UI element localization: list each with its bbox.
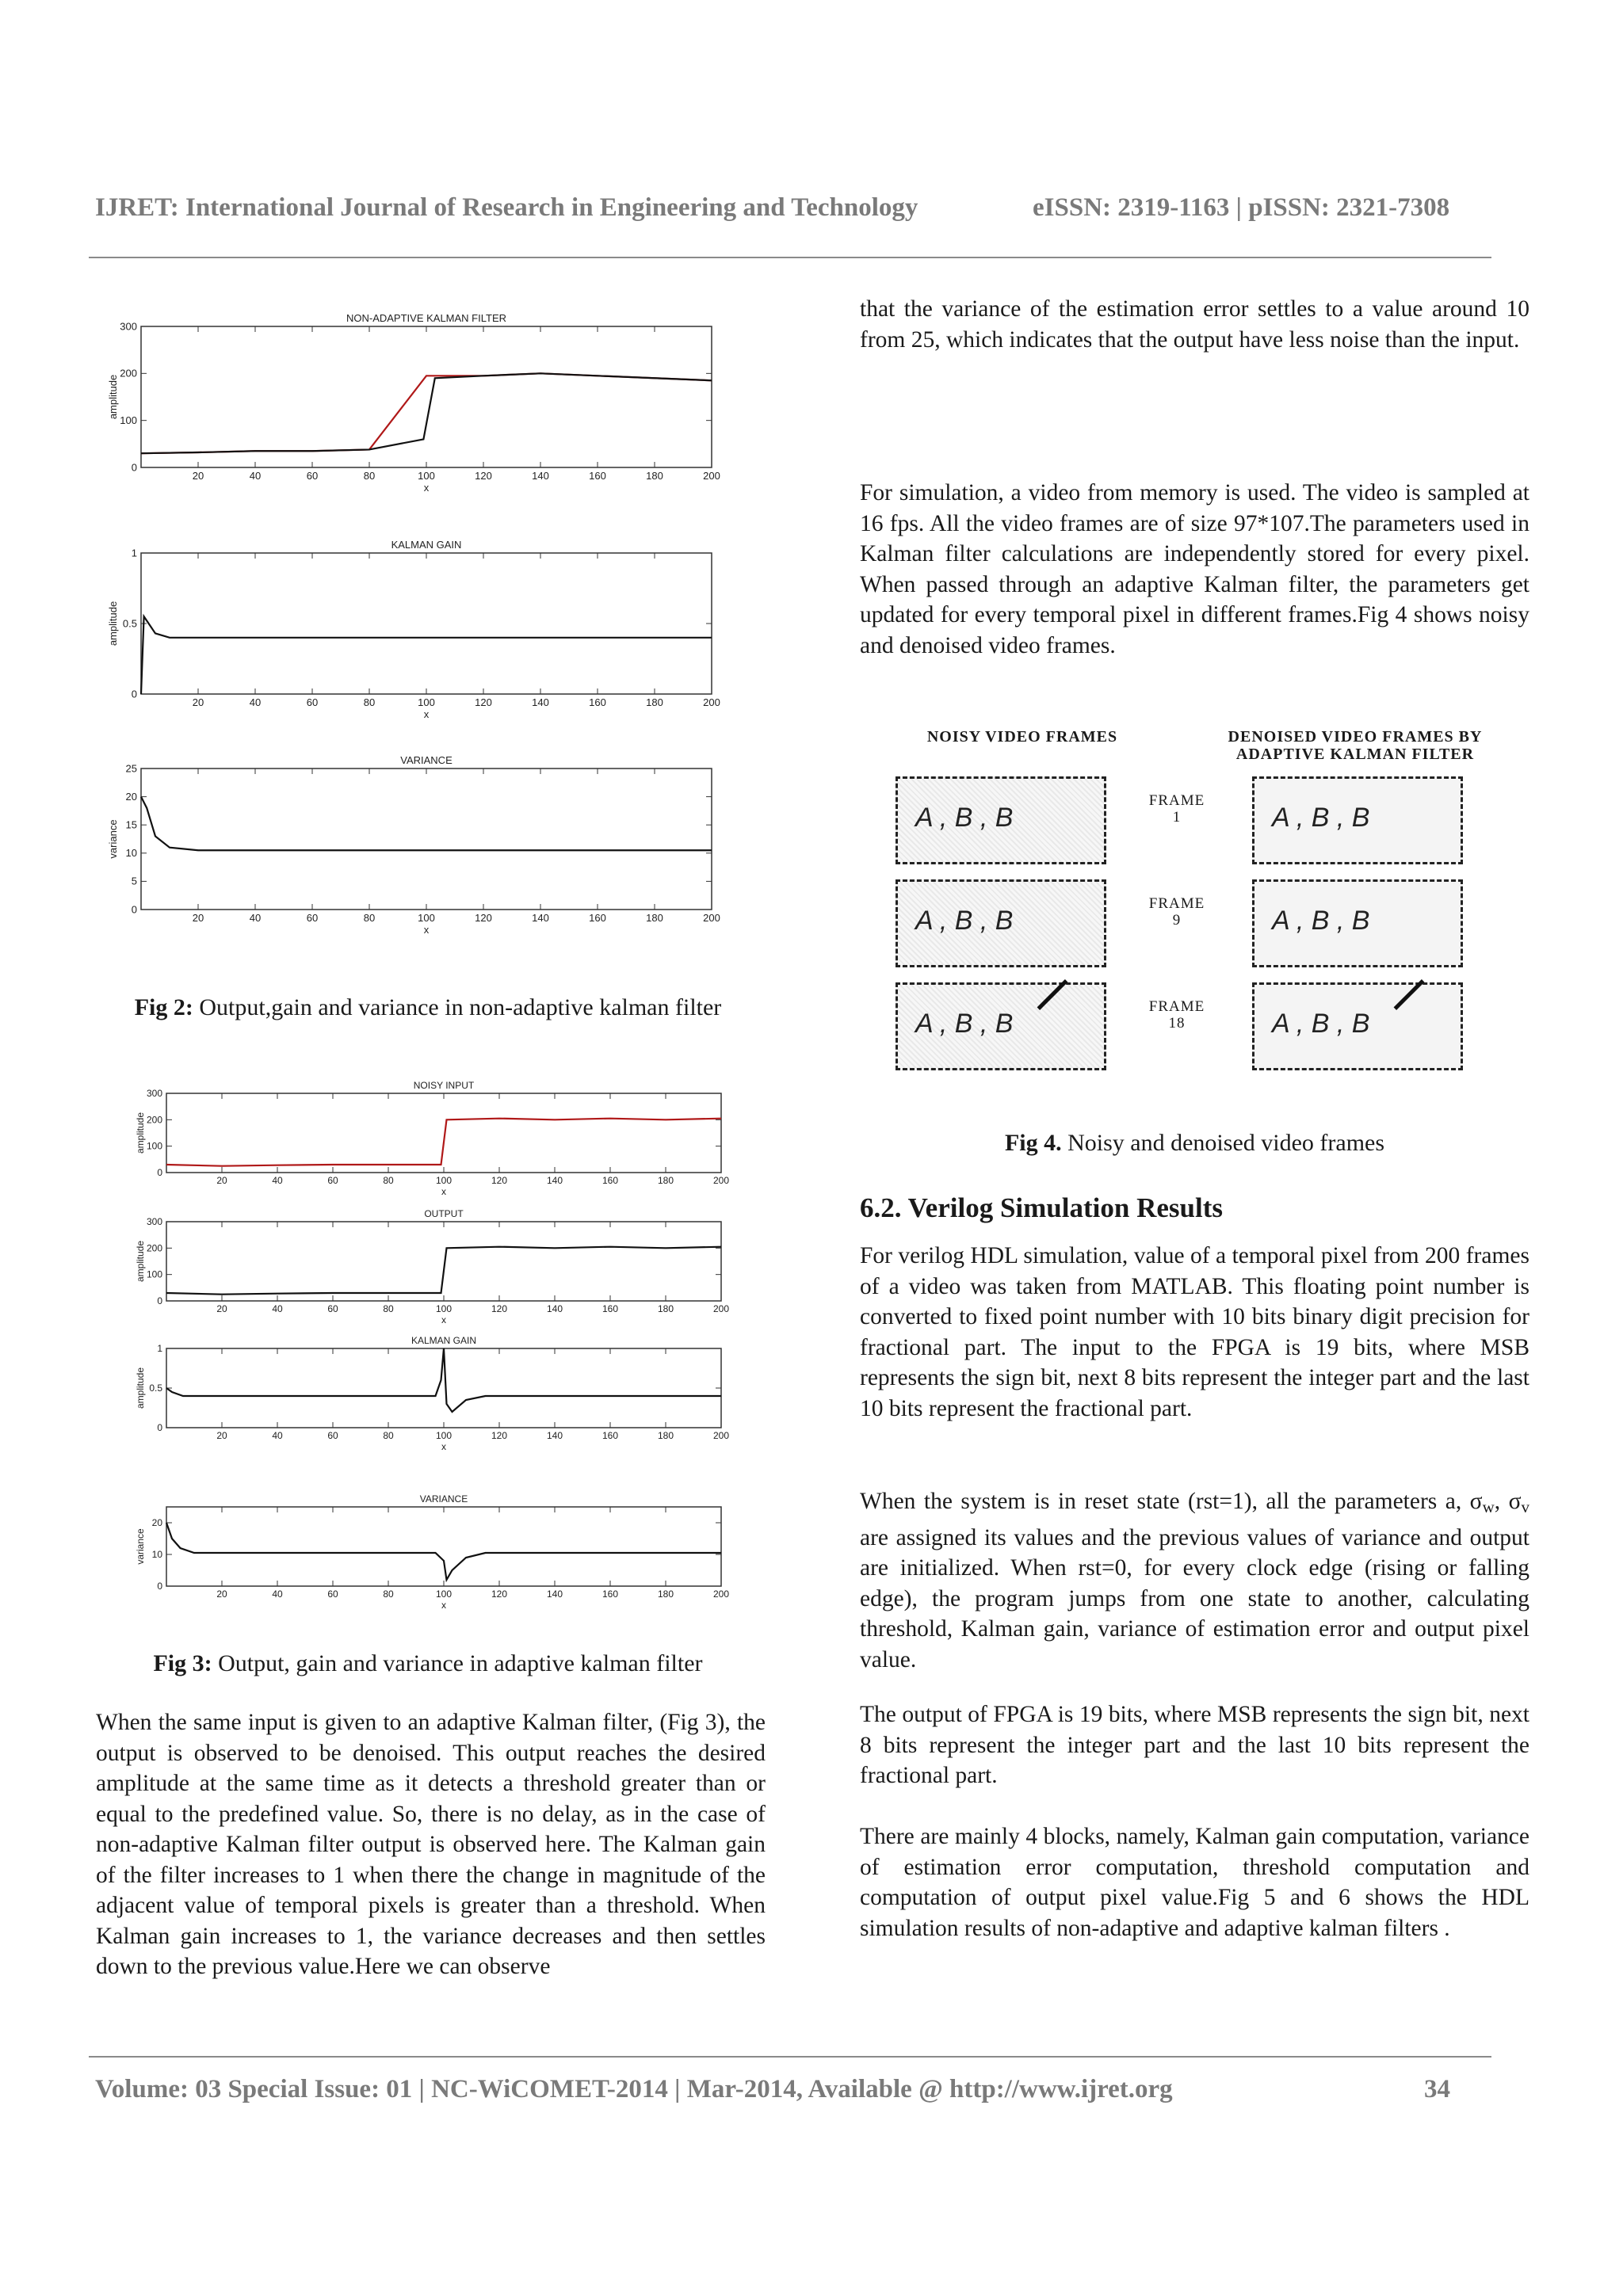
x-tick-label: 120 [491, 1589, 508, 1600]
frame-noisy-2 [896, 879, 1106, 967]
x-tick-label: 40 [249, 696, 262, 708]
frame-noisy-1 [896, 776, 1106, 864]
plot-frame [141, 553, 712, 694]
x-tick-label: 120 [491, 1430, 508, 1441]
fig4-caption-text: Noisy and denoised video frames [1061, 1130, 1385, 1156]
y-tick-label: 0 [157, 1581, 162, 1592]
x-axis-label: x [423, 708, 430, 720]
frame-letters: A , B , B [1272, 906, 1370, 936]
frame-label-word: FRAME [1148, 998, 1205, 1015]
plot-frame [166, 1222, 721, 1301]
chart-title: KALMAN GAIN [411, 1335, 477, 1346]
x-tick-label: 40 [249, 470, 262, 482]
x-tick-label: 140 [546, 1589, 563, 1600]
frame-denoised-2 [1252, 879, 1463, 967]
plot-frame [141, 326, 712, 467]
y-tick-label: 0 [157, 1295, 162, 1306]
fig2-caption-label: Fig 2: [134, 994, 193, 1020]
x-tick-label: 100 [435, 1430, 453, 1441]
y-tick-label: 25 [125, 762, 137, 775]
paragraph-fpga-output: The output of FPGA is 19 bits, where MSB represents the sign bit, next 8 bits represent the integer part and the last 10 bits represent the fractional part. [860, 1702, 1529, 1788]
x-tick-label: 160 [601, 1303, 619, 1314]
x-tick-label: 80 [363, 470, 376, 482]
paragraph-simulation: For simulation, a video from memory is used. The video is sampled at 16 fps. All the video frames are of size 97*107.The parameters used in Kalman filter calculations are independently stored for every pixel. When passed through an adaptive Kalman filter, the parameters get updated for every temporal pixel in different frames.Fig 4 shows noisy and denoised video frames. [860, 480, 1529, 658]
paragraph-blocks: There are mainly 4 blocks, namely, Kalman gain computation, variance of estimation error computation, threshold computation and computation of output pixel value.Fig 5 and 6 shows the HDL simulation results of non-adaptive and adaptive kalman filters . [860, 1824, 1529, 1941]
x-tick-label: 60 [327, 1303, 338, 1314]
x-tick-label: 40 [272, 1589, 283, 1600]
y-tick-label: 200 [146, 1114, 162, 1126]
x-tick-label: 40 [272, 1303, 283, 1314]
chart-title: KALMAN GAIN [391, 539, 462, 551]
series-line-gain [141, 616, 712, 694]
pen-stroke [1037, 979, 1068, 1010]
sigma-v-subscript: v [1521, 1497, 1529, 1516]
issn: eISSN: 2319-1163 | pISSN: 2321-7308 [1033, 193, 1450, 222]
fig2-caption-text: Output,gain and variance in non-adaptive kalman filter [193, 994, 722, 1020]
journal-title: IJRET: International Journal of Research in Engineering and Technology [95, 193, 918, 222]
y-tick-label: 200 [146, 1242, 162, 1254]
x-axis-label: x [423, 924, 430, 936]
right-paragraph-3 [860, 1241, 1529, 1424]
paragraph-variance: that the variance of the estimation error settles to a value around 10 from 25, which indicates that the output have less noise than the input. [860, 296, 1529, 353]
frame-label-word: FRAME [1148, 792, 1205, 809]
x-tick-label: 120 [491, 1303, 508, 1314]
x-tick-label: 100 [435, 1175, 453, 1186]
x-tick-label: 160 [601, 1430, 619, 1441]
y-tick-label: 0 [131, 461, 137, 474]
fig4-right-title: DENOISED VIDEO FRAMES BY ADAPTIVE KALMAN FILTER [1228, 728, 1483, 763]
y-axis-label: amplitude [135, 1367, 147, 1409]
x-tick-label: 20 [216, 1589, 227, 1600]
x-tick-label: 140 [546, 1303, 563, 1314]
x-tick-label: 60 [306, 912, 319, 924]
x-tick-label: 120 [475, 470, 492, 482]
frame-letters: A , B , B [915, 1009, 1014, 1039]
y-tick-label: 0 [157, 1167, 162, 1178]
x-axis-label: x [441, 1441, 446, 1452]
header-rule [89, 257, 1491, 258]
x-tick-label: 40 [272, 1430, 283, 1441]
chart-title: NON-ADAPTIVE KALMAN FILTER [346, 312, 507, 324]
chart-title: VARIANCE [419, 1493, 468, 1505]
reset-text-b: , σ [1494, 1489, 1522, 1514]
x-tick-label: 80 [383, 1175, 394, 1186]
x-tick-label: 160 [601, 1175, 619, 1186]
fig2-caption [79, 994, 777, 1021]
footer-rule [89, 2056, 1491, 2058]
x-tick-label: 140 [546, 1175, 563, 1186]
series-line-noisy-input [166, 1119, 721, 1166]
fig4-caption-label: Fig 4. [1004, 1130, 1062, 1156]
y-axis-label: variance [135, 1528, 147, 1565]
x-tick-label: 180 [646, 696, 663, 708]
series-line-variance [141, 797, 712, 851]
x-tick-label: 120 [475, 696, 492, 708]
x-tick-label: 200 [712, 1303, 730, 1314]
x-tick-label: 20 [216, 1303, 227, 1314]
x-tick-label: 140 [532, 470, 549, 482]
x-axis-label: x [441, 1314, 446, 1325]
section-heading: 6.2. Verilog Simulation Results [860, 1192, 1223, 1223]
paragraph-verilog: For verilog HDL simulation, value of a temporal pixel from 200 frames of a video was taken from MATLAB. This floating point number is converted to fixed point number with 10 bits binary digit precision for fractional part. The input to the FPGA is 19 bits, where MSB represents the sign bit, next 8 bits represent the integer part and the last 10 bits represent the fractional part. [860, 1243, 1529, 1421]
footer-text: Volume: 03 Special Issue: 01 | NC-WiCOMET-2014 | Mar-2014, Available @ http://www.ijret.org [95, 2075, 1173, 2103]
y-tick-label: 0 [131, 688, 137, 700]
frame-label-number: 1 [1172, 809, 1182, 826]
right-paragraph-5 [860, 1699, 1529, 1791]
x-tick-label: 160 [601, 1589, 619, 1600]
x-tick-label: 160 [589, 696, 606, 708]
y-tick-label: 10 [125, 847, 137, 860]
x-tick-label: 80 [363, 912, 376, 924]
frame-letters: A , B , B [915, 803, 1014, 833]
series-line-output [166, 1247, 721, 1295]
y-tick-label: 200 [120, 367, 137, 379]
frame-label [1117, 895, 1236, 929]
frame-label [1117, 998, 1236, 1032]
x-tick-label: 80 [363, 696, 376, 708]
frame-letters: A , B , B [1272, 803, 1370, 833]
x-axis-label: x [441, 1186, 446, 1197]
x-tick-label: 20 [216, 1430, 227, 1441]
left-paragraph [96, 1707, 766, 1982]
x-tick-label: 40 [272, 1175, 283, 1186]
x-tick-label: 140 [532, 912, 549, 924]
x-tick-label: 100 [418, 912, 435, 924]
fig3-charts [119, 1070, 737, 1624]
plot-frame [166, 1093, 721, 1173]
paragraph-adaptive-result: When the same input is given to an adaptive Kalman filter, (Fig 3), the output is observed to be denoised. This output reaches the desired amplitude at the same time as it detects a threshold greater than or equal to the predefined value. So, there is no delay, as in the case of non-adaptive Kalman filter output is observed here. The Kalman gain of the filter increases to 1 when there the change in magnitude of the adjacent value of temporal pixels is greater than a threshold. When Kalman gain increases to 1, the variance decreases and then settles down to the previous value.Here we can observe [96, 1710, 766, 1979]
series-line-output [141, 373, 712, 453]
frame-label-number: 9 [1172, 912, 1182, 929]
sigma-w-subscript: w [1482, 1497, 1495, 1516]
x-tick-label: 60 [327, 1430, 338, 1441]
frame-letters: A , B , B [1272, 1009, 1370, 1039]
y-tick-label: 300 [146, 1088, 162, 1099]
y-tick-label: 0.5 [122, 617, 137, 630]
fig3-caption [79, 1650, 777, 1677]
reset-text-a: When the system is in reset state (rst=1), all the parameters a, σ [860, 1489, 1483, 1514]
x-tick-label: 180 [646, 912, 663, 924]
reset-text-c: are assigned its values and the previous values of variance and output are initialized. When rst=0, for every clock edge (rising or falling edge), the program jumps from one state to another, calculating threshold, Kalman gain, variance of estimation error and output pixel value. [860, 1524, 1529, 1672]
x-tick-label: 100 [435, 1303, 453, 1314]
page-number: 34 [1424, 2075, 1450, 2103]
x-tick-label: 60 [306, 696, 319, 708]
y-tick-label: 0 [131, 903, 137, 916]
y-tick-label: 300 [146, 1216, 162, 1227]
x-tick-label: 180 [657, 1589, 674, 1600]
fig3-caption-text: Output, gain and variance in adaptive kalman filter [212, 1650, 703, 1676]
x-tick-label: 180 [657, 1430, 674, 1441]
x-tick-label: 200 [703, 470, 720, 482]
x-tick-label: 80 [383, 1589, 394, 1600]
fig3-caption-label: Fig 3: [153, 1650, 212, 1676]
y-tick-label: 15 [125, 818, 137, 831]
y-axis-label: amplitude [106, 374, 119, 420]
series-line-variance [166, 1523, 721, 1580]
x-tick-label: 140 [546, 1430, 563, 1441]
y-axis-label: amplitude [106, 601, 119, 646]
y-tick-label: 1 [157, 1343, 162, 1354]
y-tick-label: 0.5 [149, 1383, 162, 1394]
plot-frame [141, 769, 712, 910]
y-tick-label: 5 [131, 875, 137, 887]
x-tick-label: 200 [703, 696, 720, 708]
x-tick-label: 200 [712, 1589, 730, 1600]
x-tick-label: 140 [532, 696, 549, 708]
y-tick-label: 20 [151, 1517, 162, 1528]
frame-denoised-1 [1252, 776, 1463, 864]
x-tick-label: 100 [435, 1589, 453, 1600]
x-axis-label: x [441, 1600, 446, 1611]
x-tick-label: 180 [657, 1303, 674, 1314]
x-tick-label: 80 [383, 1303, 394, 1314]
chart-title: OUTPUT [424, 1208, 464, 1219]
y-tick-label: 300 [120, 320, 137, 333]
x-tick-label: 180 [646, 470, 663, 482]
x-tick-label: 20 [192, 470, 204, 482]
y-axis-label: amplitude [135, 1240, 147, 1283]
plot-frame [166, 1507, 721, 1586]
right-paragraph-4 [860, 1486, 1529, 1675]
y-tick-label: 10 [151, 1549, 162, 1560]
frame-label [1117, 792, 1236, 826]
frame-noisy-3 [896, 982, 1106, 1070]
frame-label-word: FRAME [1148, 895, 1205, 912]
x-tick-label: 160 [589, 912, 606, 924]
x-tick-label: 60 [327, 1175, 338, 1186]
x-tick-label: 200 [703, 912, 720, 924]
fig2-charts [95, 301, 761, 967]
pen-stroke [1394, 979, 1425, 1010]
y-tick-label: 1 [131, 547, 137, 559]
x-tick-label: 40 [249, 912, 262, 924]
frame-label-number: 18 [1168, 1015, 1186, 1032]
x-tick-label: 160 [589, 470, 606, 482]
x-tick-label: 20 [216, 1175, 227, 1186]
x-tick-label: 120 [475, 912, 492, 924]
x-tick-label: 60 [306, 470, 319, 482]
fig4-caption [860, 1130, 1529, 1157]
series-line-gain [166, 1348, 721, 1412]
frame-denoised-3 [1252, 982, 1463, 1070]
chart-title: VARIANCE [400, 754, 453, 766]
right-paragraph-2 [860, 478, 1529, 661]
x-tick-label: 60 [327, 1589, 338, 1600]
x-tick-label: 180 [657, 1175, 674, 1186]
x-tick-label: 20 [192, 912, 204, 924]
series-line-noisy-input [141, 373, 712, 453]
x-axis-label: x [423, 482, 430, 494]
x-tick-label: 120 [491, 1175, 508, 1186]
x-tick-label: 100 [418, 696, 435, 708]
x-tick-label: 100 [418, 470, 435, 482]
y-axis-label: variance [106, 819, 119, 859]
fig4-left-title: NOISY VIDEO FRAMES [926, 728, 1118, 746]
fig4-figure [872, 725, 1529, 1081]
y-axis-label: amplitude [135, 1112, 147, 1154]
chart-title: NOISY INPUT [413, 1080, 475, 1091]
x-tick-label: 20 [192, 696, 204, 708]
y-tick-label: 0 [157, 1422, 162, 1433]
x-tick-label: 200 [712, 1430, 730, 1441]
right-paragraph-6 [860, 1821, 1529, 1943]
right-paragraph-1 [860, 294, 1529, 355]
y-tick-label: 100 [120, 414, 137, 426]
y-tick-label: 100 [146, 1140, 162, 1152]
frame-letters: A , B , B [915, 906, 1014, 936]
y-tick-label: 20 [125, 790, 137, 803]
x-tick-label: 80 [383, 1430, 394, 1441]
x-tick-label: 200 [712, 1175, 730, 1186]
paragraph-reset-state [860, 1486, 1529, 1675]
y-tick-label: 100 [146, 1268, 162, 1280]
